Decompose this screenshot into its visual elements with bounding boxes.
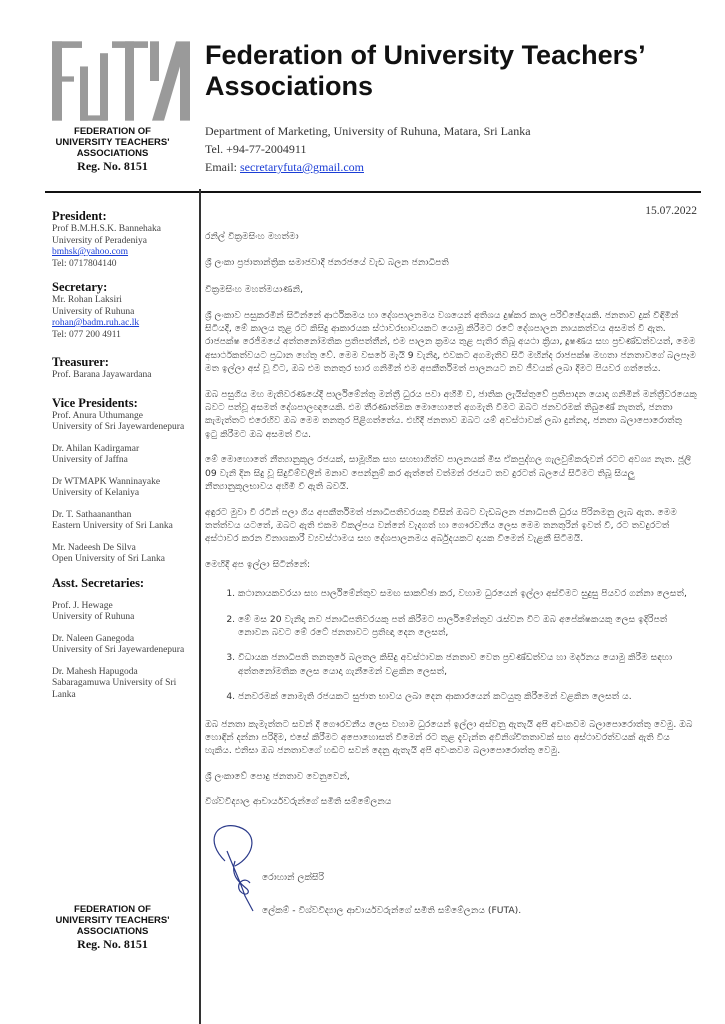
person-name: Prof B.M.H.S.K. Bannehaka [52, 224, 161, 234]
request-item: 3. විධායක ජනාධිපති තනතුරේ බලතල කිසිදු අවස්ථාවක ජනතාව වෙත ප්‍රචණ්ඩත්වය හා මර්දනය යොමු කිරීම සඳහා අත්තනෝමතික ලෙස යොදා ගැනීමෙන් වළකින ලෙසත්, [238, 651, 697, 678]
on-behalf-line: ශ්‍රී ලංකාවේ පොදු ජනතාව වෙනුවෙන්, [205, 770, 350, 782]
futa-logo [50, 40, 192, 122]
signatory-title: ලේකම් - විශ්වවිද්‍යාල ආචාර්යවරුන්ගේ සමිති සම්මේලනය (FUTA). [262, 904, 522, 916]
request-item: 4. ජනවරමක් නොමැති රජයකට සුජාත භාවය ලබා දෙන ආකාරයෙන් කටයුතු කිරීමෙන් වළකින ලෙසත් ය. [238, 690, 697, 703]
seal-line: ASSOCIATIONS [76, 148, 149, 159]
person-tel: Tel: 0717804140 [52, 258, 117, 269]
person-name: Dr WTMAPK Wanninayake [52, 476, 161, 487]
person-university: Eastern University of Sri Lanka [52, 521, 173, 531]
seal-line: UNIVERSITY TEACHERS' [55, 137, 170, 148]
email-label: Email: [205, 160, 237, 174]
paragraph: ඔබ පසුගිය මහ මැතිවරණයේදී පාර්ලිමේන්තු මන්ත්‍රී ධුරය පවා අහිමි ව, ජාතික ලැයිස්තුවේ ප්‍රතිපාදන යොදා ගනිමින් මන්ත්‍රීවරයෙකු බවට පත්වූ අසමත් දේශපාලඥයෙකි. එම තීරණාත්මක මොහොතේ අගමැති වීමට ඔබට ජනවරමක් තිබුණේ නැතත්, ජනතා කැමැත්තට එරෙහිව ඔබ මෙම තනතුර පිළිගත්තේය. එහිදී ජනතාව ඔබට යම් අවස්ථාවක් ලබා දුන්නද, ජනතා බලාපොරොත්තු ඉටු කිරීමට ඔබ අසමත් විය. [205, 388, 697, 440]
person [52, 601, 200, 624]
person-university: Sabaragamuwa University of Sri Lanka [52, 678, 177, 700]
organisation-line: විශ්වවිද්‍යාල ආචාර්යවරුන්ගේ සමිති සම්මේලනය [205, 796, 392, 808]
organisation-title: Federation of University Teachers’ Associations [205, 40, 645, 101]
email-link[interactable]: secretaryfuta@gmail.com [240, 160, 364, 174]
requests-list [205, 587, 697, 703]
treasurer-section [52, 355, 200, 382]
closing-paragraph: ඔබ ජනතා කැමැත්තට සවන් දී ගෞරවනීය ලෙස වහාම ධුරයෙන් ඉල්ලා අස්වනු ඇතැයි අපි අවංකවම බලාපොරොත්තු වෙමු. ඔබ හොඳින් දන්නා පරිදිම, එසේ කිරීමට අපොහොසත් වීමෙන් රට තුළ දැවැන්ත අවිනිශ්චිතතාවක් සහ අස්ථාවරත්වයක් ඇති විය හැකිය. එනිසා ඔබ ජනතාවගේ හඬට සවන් දෙනු ඇතැයි අපි අවංකවම බලාපොරොත්තු වෙමු. [205, 718, 693, 757]
office-bearers-sidebar [52, 209, 200, 711]
paragraph: මේ මොහොතේ නීත්‍යානුකූල රජයක්, සාමූහික සහ සහභාගිත්ව පාලනයක් මිස ඒකපුද්ගල ගැලවුම්කරුවන් රටට අවශ්‍ය නැත. ජූලි 09 වැනි දින සිදු වූ සිදුවීම්වලින් මනාව පෙන්නුම් කර ඇත්තේ වත්මන් රජයට තව දුරටත් බලයේ සිටීමට තිබූ සියලු නීත්‍යානුකූලභාවය අහිමි වී ඇති බවයි. [205, 454, 692, 493]
person [52, 634, 200, 657]
seal-line: FEDERATION OF [74, 904, 151, 915]
seal-line: FEDERATION OF [74, 126, 151, 137]
person-name: Dr. T. Sathaananthan [52, 509, 132, 520]
addressee-title: ශ්‍රී ලංකා ප්‍රජාතාන්ත්‍රික සමාජවාදී ජනරජයේ වැඩ බලන ජනාධිපති [205, 256, 449, 268]
secretary-section [52, 280, 200, 341]
salutation: වික්‍රමසිංහ මහත්මයාණනි, [205, 284, 303, 296]
letter-date: 15.07.2022 [645, 205, 697, 217]
address: Department of Marketing, University of Ruhuna, Matara, Sri Lanka [205, 124, 531, 138]
person [52, 543, 200, 566]
reg-number: Reg. No. 8151 [77, 937, 148, 951]
signature [205, 821, 295, 916]
section-heading: Asst. Secretaries: [52, 575, 145, 590]
person-university: Open University of Sri Lanka [52, 554, 165, 564]
person [52, 411, 200, 434]
signatory-name: රොහාන් ලක්සිරි [262, 871, 325, 883]
person-university: University of Jaffna [52, 455, 128, 465]
person-name: Dr. Naleen Ganegoda [52, 633, 135, 644]
reg-number: Reg. No. 8151 [77, 159, 148, 173]
section-heading: Treasurer: [52, 355, 109, 369]
person-university: University of Ruhuna [52, 612, 135, 622]
request-item: 2. මේ මස 20 වැනිදා නව ජනාධිපතිවරයකු පත් කිරීමට පාර්ලිමේන්තුව රැස්වන විට ඔබ අපේක්ෂකයකු ලෙස ඉදිරිපත් නොවන බවට මේ රටේ ජනතාවට ප්‍රතිඥා දෙන ලෙසත්, [238, 613, 697, 640]
request-item: 1. කථානායකවරයා සහ පාර්ලිමේන්තුව සමඟ සාකච්ඡා කර, වහාම ධුරයෙන් ඉල්ලා අස්වීමට සුදුසු පියවර ගන්නා ලෙසත්, [238, 587, 697, 600]
person [52, 444, 200, 467]
vice-presidents-section [52, 396, 200, 566]
telephone: Tel. +94-77-2004911 [205, 142, 307, 156]
person [52, 477, 200, 500]
person-tel: Tel: 077 200 4911 [52, 329, 121, 340]
asst-secretaries-section [52, 576, 200, 702]
person-university: University of Peradeniya [52, 235, 147, 246]
header-seal [40, 126, 185, 173]
footer-seal [40, 904, 185, 951]
person-name: Prof. Barana Jayawardana [52, 370, 152, 380]
person-name: Dr. Mahesh Hapugoda [52, 666, 138, 677]
person-name: Mr. Nadeesh De Silva [52, 542, 136, 553]
person-name: Prof. J. Hewage [52, 600, 113, 611]
paragraph: අඳුරට මුවා වී රටින් පලා ගිය අපකීර්තිමත් ජනාධිපතිවරයකු විසින් ඔබට වැඩබලන ජනාධිපති ධුරය පිරිනමනු ලැබ ඇත. මෙම තත්ත්වය යටතේ, ඔබට ඇති එකම විකල්පය වන්නේ වැදගත් හා ගෞරවනීය ලෙස මෙම තනතුරින් ඉවත් වී, රට තවදුරටත් අස්ථාවර කරන විනාශකාරී ව්‍යවස්ථාමය සහ දේශපාලනමය අර්බුදයකට දායක වීමෙන් වැළකී සිටීමයි. [205, 506, 678, 545]
person-university: University of Kelaniya [52, 488, 140, 498]
signature-block [205, 821, 697, 921]
letter-body [205, 205, 697, 941]
header-divider [45, 191, 701, 193]
person-name: Prof. Anura Uthumange [52, 410, 144, 421]
addressee: රනිල් වික්‍රමසිංහ මහත්මා [205, 231, 299, 243]
person-university: University of Sri Jayewardenepura [52, 422, 185, 432]
paragraph: මෙහිදී අප ඉල්ලා සිටින්නේ: [205, 558, 311, 570]
contact-block [205, 122, 531, 176]
seal-line: ASSOCIATIONS [76, 926, 149, 937]
person-email-link[interactable]: rohan@badm.ruh.ac.lk [52, 318, 140, 328]
seal-line: UNIVERSITY TEACHERS' [55, 915, 170, 926]
person-email-link[interactable]: bmhsk@yahoo.com [52, 247, 129, 257]
person [52, 667, 200, 702]
section-heading: Secretary: [52, 280, 108, 294]
president-section [52, 209, 200, 270]
person-name: Dr. Ahilan Kadirgamar [52, 443, 140, 454]
person [52, 510, 200, 533]
person-university: University of Sri Jayewardenepura [52, 645, 185, 655]
paragraph: ශ්‍රී ලංකාව පසුකරමින් සිටින්නේ ආර්ථිකමය හා දේශපාලනමය වශයෙන් අතිශය දුෂ්කර කාල පරිච්ඡේදයකි. ජනතාව දුක් විඳිමින් සිටියදී, මේ කාලය තුළ රට කිසිදු ආකාරයක ස්ථාවරභාවයකට යොමු කිරීමට රටේ දේශපාලන නායකත්වය අසමත් වී ඇත. රාජපක්ෂ රෙජිමයේ අත්තනෝමතික ප්‍රතිපත්තීන්, එම පාලන ක්‍රමය තුළ පැතිර තිබූ අයථා ක්‍රියා, දූෂණය සහ ප්‍රචණ්ඩත්වයත්, මෙම අසාර්ථකත්වයට ප්‍රධාන හේතු වේ. මෙම වසරේ මැයි 9 වැනිදා, එවකට අගමැතිව සිටි මහින්ද රාජපක්ෂ මහතා ජනතාවගේ බලපෑම මත ඉල්ලා අස් වූ විට, ඔබ එම තනතුර භාර ගනිමින් එම අපකීර්තිමත් පාලනයට නව ජීවයක් ලබා දීමට පියවර ගත්තේය. [205, 309, 697, 375]
section-heading: President: [52, 209, 107, 223]
person-name: Mr. Rohan Laksiri [52, 295, 122, 305]
person-university: University of Ruhuna [52, 306, 135, 317]
section-heading: Vice Presidents: [52, 395, 138, 410]
